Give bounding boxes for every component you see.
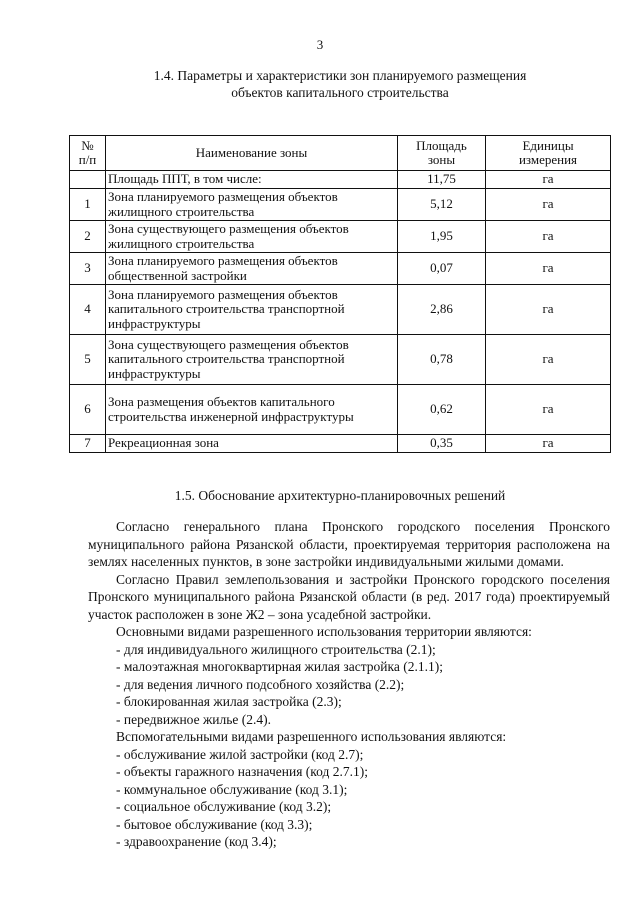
row-area-cell: 1,95 bbox=[398, 221, 486, 253]
row-num-cell: 5 bbox=[70, 335, 106, 385]
row-area-cell: 0,78 bbox=[398, 335, 486, 385]
row-name-cell: Зона существующего размещения объектов жилищного строительства bbox=[106, 221, 398, 253]
aux-uses-heading: Вспомогательными видами разрешенного использования являются: bbox=[116, 729, 507, 744]
table-row bbox=[70, 189, 611, 221]
total-name-cell: Площадь ППТ, в том числе: bbox=[106, 171, 398, 189]
section-1-5-title: 1.5. Обоснование архитектурно-планировочных решений bbox=[174, 488, 506, 503]
row-num-cell: 7 bbox=[70, 435, 106, 453]
row-unit-cell: га bbox=[486, 435, 611, 453]
table-row bbox=[70, 221, 611, 253]
row-area-cell: 0,62 bbox=[398, 385, 486, 435]
row-num-cell: 4 bbox=[70, 285, 106, 335]
list-item: - для индивидуального жилищного строительства (2.1); bbox=[116, 641, 436, 657]
section-1-4-title-line2: объектов капитального строительства bbox=[231, 85, 449, 100]
list-item: - социальное обслуживание (код 3.2); bbox=[116, 799, 332, 814]
row-name-cell: Зона планируемого размещения объектов жилищного строительства bbox=[106, 189, 398, 221]
total-unit-cell: га bbox=[486, 171, 611, 189]
paragraph-general-plan: Согласно генерального плана Пронского городского поселения Пронского муниципального района Рязанской области, проектируемая территория расположена на землях населенных пунктов, в зоне застройки индивидуальными жилыми домами. bbox=[88, 519, 610, 569]
row-area-cell: 2,86 bbox=[398, 285, 486, 335]
row-name-cell: Зона размещения объектов капитального строительства инженерной инфраструктуры bbox=[106, 385, 398, 435]
header-unit-line1: Единицы bbox=[522, 137, 574, 153]
table-row-total bbox=[70, 171, 611, 189]
row-unit-cell: га bbox=[486, 189, 611, 221]
list-item: - коммунальное обслуживание (код 3.1); bbox=[116, 781, 348, 797]
section-1-5-body bbox=[88, 518, 610, 851]
row-unit-cell: га bbox=[486, 285, 611, 335]
table-row bbox=[70, 385, 611, 435]
header-area-line1: Площадь bbox=[416, 137, 467, 153]
row-area-cell: 5,12 bbox=[398, 189, 486, 221]
main-uses-heading: Основными видами разрешенного использования территории являются: bbox=[116, 624, 532, 639]
row-unit-cell: га bbox=[486, 335, 611, 385]
header-unit-line2: измерения bbox=[518, 152, 578, 167]
header-num bbox=[70, 136, 106, 171]
zones-table bbox=[69, 135, 611, 453]
list-item: - для ведения личного подсобного хозяйства (2.2); bbox=[116, 676, 405, 692]
row-num-cell: 3 bbox=[70, 253, 106, 285]
row-unit-cell: га bbox=[486, 221, 611, 253]
row-area-cell: 0,07 bbox=[398, 253, 486, 285]
section-1-4-title bbox=[60, 67, 620, 101]
row-num-cell: 1 bbox=[70, 189, 106, 221]
row-unit-cell: га bbox=[486, 253, 611, 285]
table-row bbox=[70, 253, 611, 285]
section-1-4-title-line1: 1.4. Параметры и характеристики зон планируемого размещения bbox=[153, 68, 527, 83]
table-row bbox=[70, 335, 611, 385]
table-row bbox=[70, 435, 611, 453]
row-num-cell: 6 bbox=[70, 385, 106, 435]
header-num-line1: № bbox=[81, 137, 94, 153]
list-item: - здравоохранение (код 3.4); bbox=[116, 834, 277, 849]
header-name: Наименование зоны bbox=[106, 136, 398, 171]
row-name-cell: Зона существующего размещения объектов капитального строительства транспортной инфраструктуры bbox=[106, 335, 398, 385]
table-row bbox=[70, 285, 611, 335]
list-item: - объекты гаражного назначения (код 2.7.1); bbox=[116, 764, 369, 779]
total-area-cell: 11,75 bbox=[398, 171, 486, 189]
row-area-cell: 0,35 bbox=[398, 435, 486, 453]
list-item: - блокированная жилая застройка (2.3); bbox=[116, 694, 342, 709]
list-item: - передвижное жилье (2.4). bbox=[116, 711, 272, 727]
row-name-cell: Рекреационная зона bbox=[106, 435, 398, 453]
row-unit-cell: га bbox=[486, 385, 611, 435]
total-num-cell bbox=[70, 171, 106, 189]
list-item: - малоэтажная многоквартирная жилая застройка (2.1.1); bbox=[116, 659, 443, 674]
list-item: - бытовое обслуживание (код 3.3); bbox=[116, 816, 313, 832]
row-num-cell: 2 bbox=[70, 221, 106, 253]
header-area-line2: зоны bbox=[427, 152, 456, 167]
paragraph-zoning-rules: Согласно Правил землепользования и застройки Пронского городского поселения Пронского муниципального района Рязанской области (в ред. 2017 года) проектируемый участок расположен в зоне Ж2 – зона усадебной застройки. bbox=[88, 571, 610, 622]
table-header-row bbox=[70, 136, 611, 171]
header-num-line2: п/п bbox=[78, 152, 97, 167]
page-number: 3 bbox=[316, 37, 324, 52]
header-area bbox=[398, 136, 486, 171]
header-unit bbox=[486, 136, 611, 171]
list-item: - обслуживание жилой застройки (код 2.7); bbox=[116, 746, 364, 762]
row-name-cell: Зона планируемого размещения объектов капитального строительства транспортной инфраструктуры bbox=[106, 285, 398, 335]
row-name-cell: Зона планируемого размещения объектов общественной застройки bbox=[106, 253, 398, 285]
